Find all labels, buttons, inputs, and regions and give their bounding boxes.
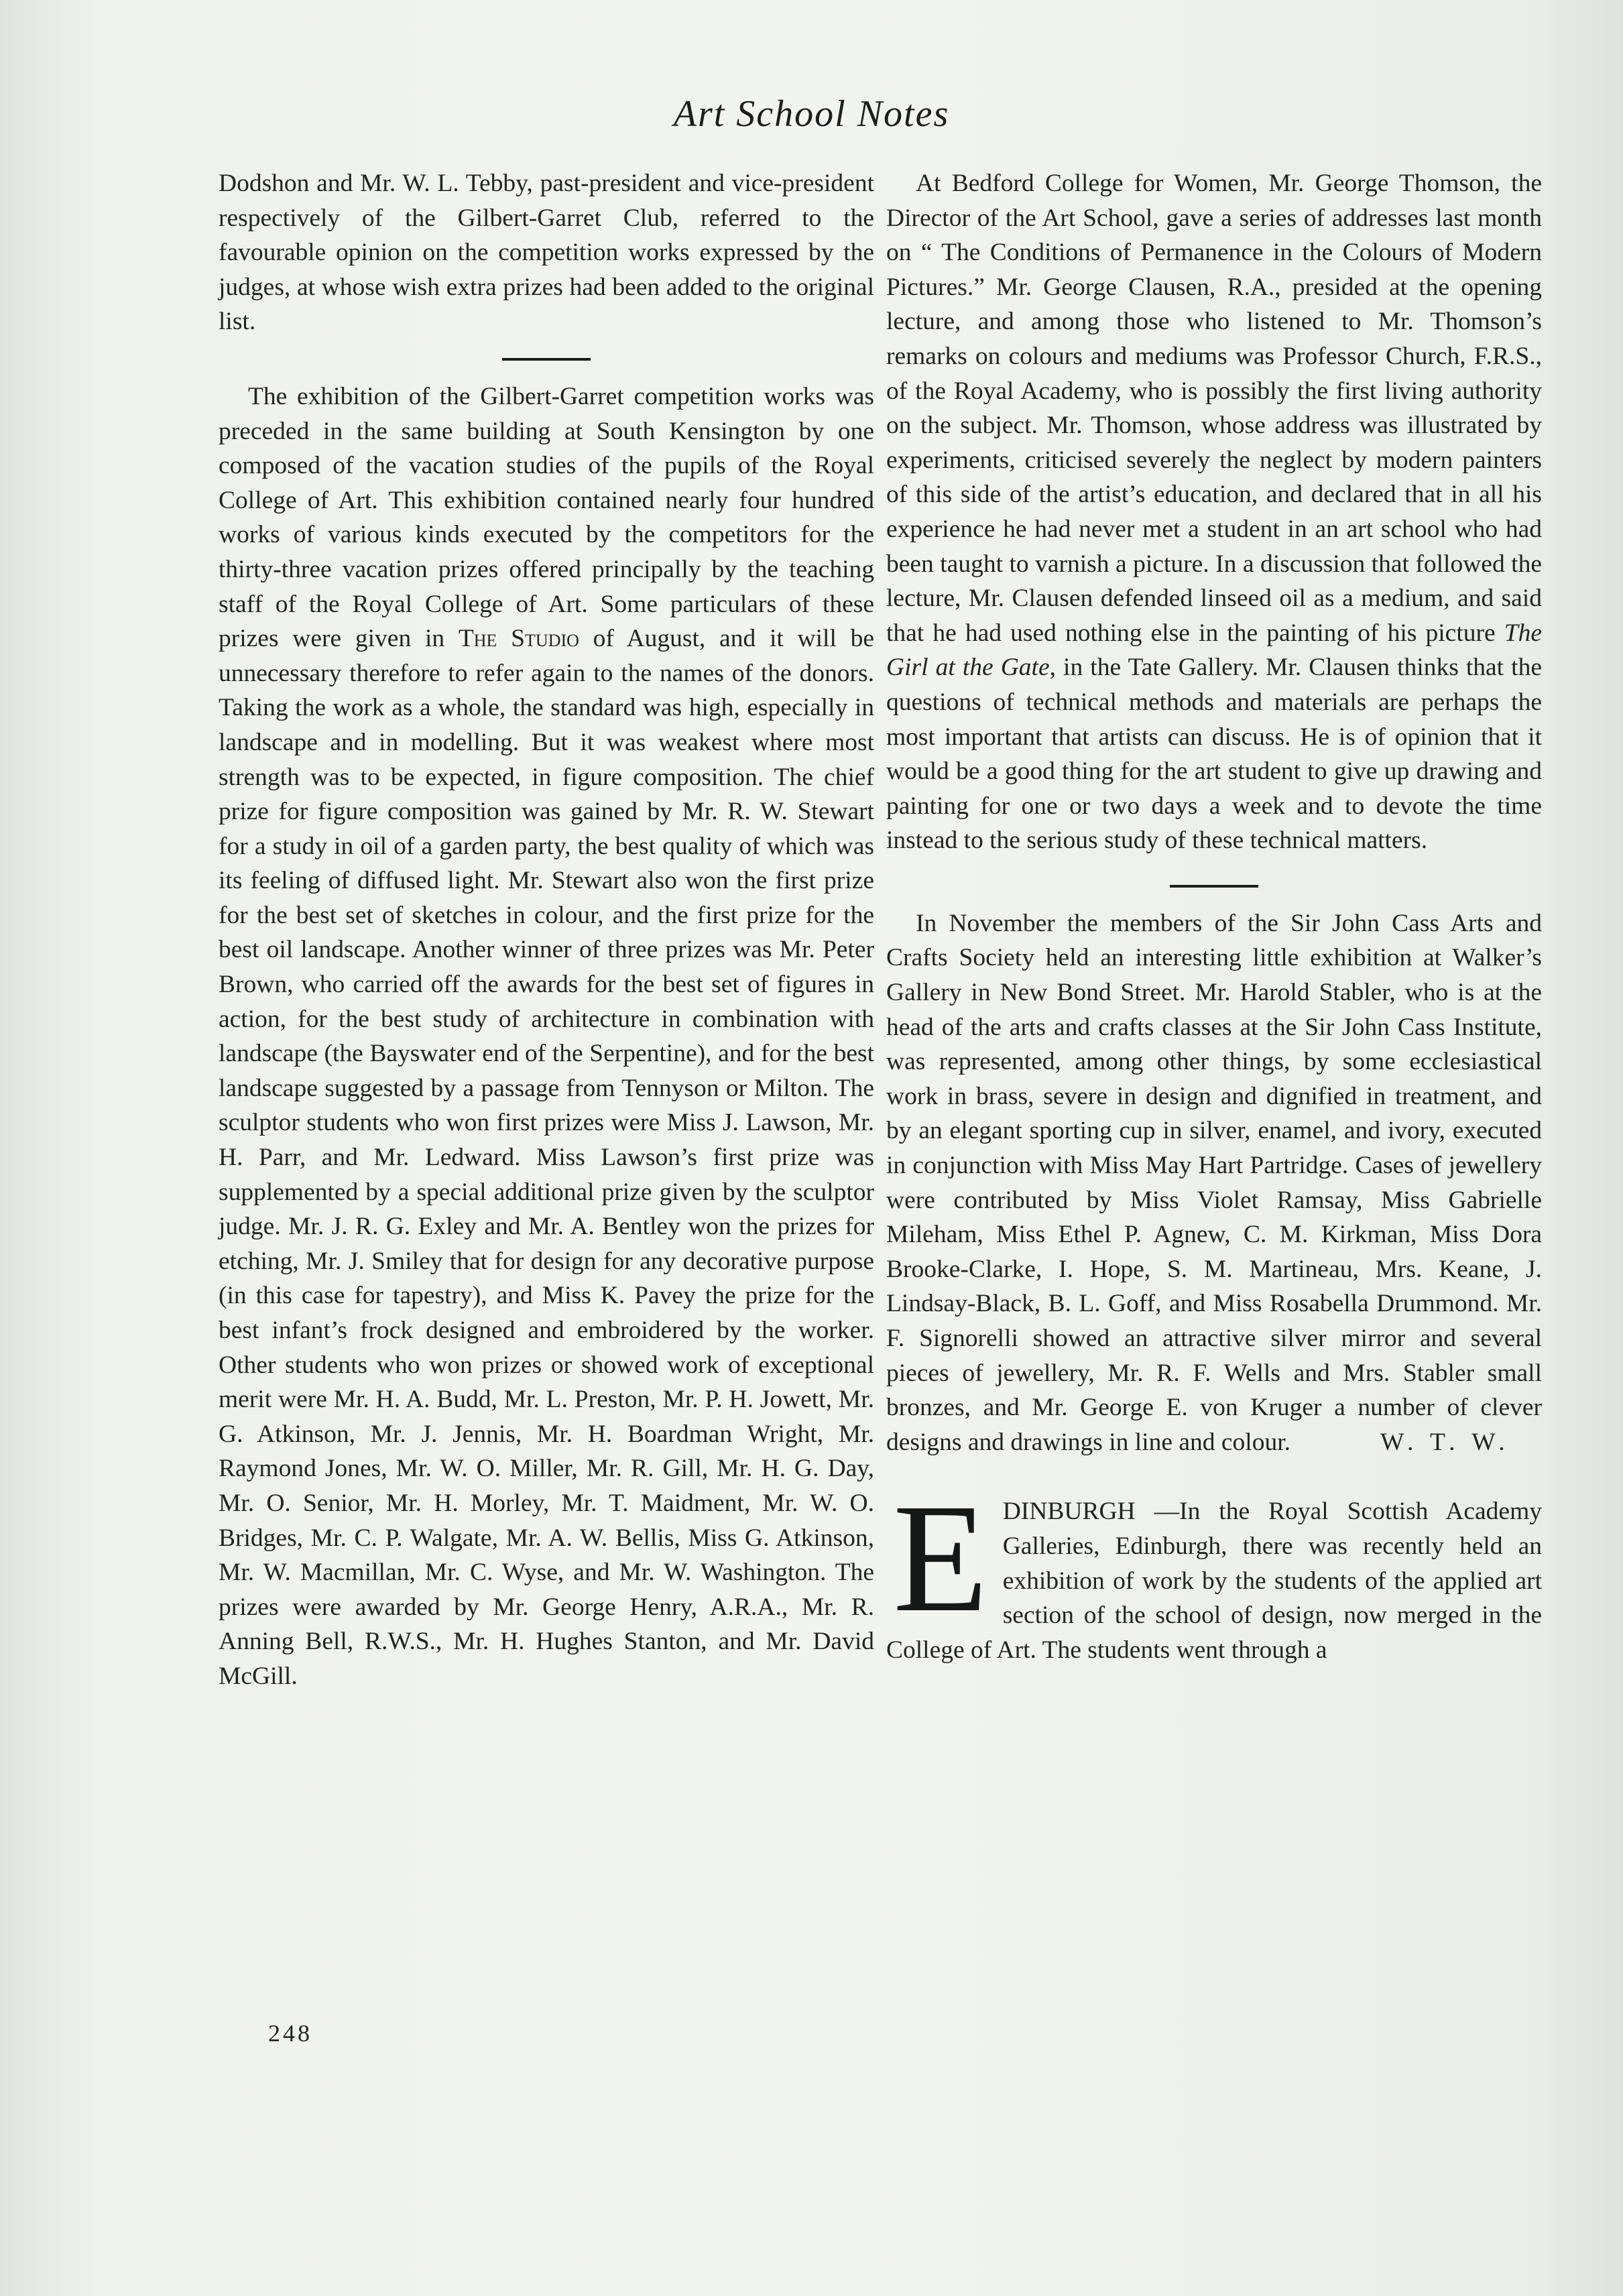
publication-name: The Studio <box>458 625 579 653</box>
paragraph-bedford-college <box>886 166 1542 858</box>
text-segment: In November the members of the Sir John Cass Arts and Crafts Society held an interesting little exhibition at Walker’s Gallery in New Bond Street. Mr. Harold Stabler, who is at the head of the arts and crafts classes at the Sir John Cass Institute, was represented, among other things, by some ecclesiastical work in brass, severe in design and dignified in treatment, and by an elegant sporting cup in silver, enamel, and ivory, executed in conjunction with Miss May Hart Partridge. Cases of jewellery were contributed by Miss Violet Ramsay, Miss Gabrielle Mileham, Miss Ethel P. Agnew, C. M. Kirkman, Miss Dora Brooke-Clarke, I. Hope, S. M. Martineau, Mrs. Keane, J. Lindsay-Black, B. L. Goff, and Miss Rosabella Drummond. Mr. F. Signorelli showed an attractive silver mirror and several pieces of jewellery, Mr. R. F. Wells and Mrs. Stabler small bronzes, and Mr. George E. von Kruger a number of clever designs and drawings in line and colour. <box>886 909 1542 1456</box>
text-segment: , in the Tate Gallery. Mr. Clausen thinks that the questions of technical methods and materials are perhaps the most important that artists can discuss. He is of opinion that it would be a good thing for the art student to give up drawing and painting for one or two days a week and to devote the time instead to the serious study of these technical matters. <box>886 654 1542 855</box>
section-divider <box>1170 885 1258 888</box>
paragraph-john-cass <box>886 906 1542 1460</box>
drop-capital: E <box>893 1472 988 1645</box>
left-column <box>219 166 874 1694</box>
author-signature: W. T. W. <box>1380 1428 1510 1456</box>
paragraph-vacation-studies <box>219 379 874 1694</box>
paragraph-edinburgh <box>886 1472 1542 1667</box>
text-segment: The exhibition of the Gilbert-Garret competition works was preceded in the same building at South Kensington by one composed of the vacation studies of the pupils of the Royal College of Art. This exhibition contained nearly four hundred works of various kinds executed by the competitors for the thirty-three vacation prizes offered principally by the teaching staff of the Royal College of Art. Some particulars of these prizes were given in <box>219 382 874 653</box>
edinburgh-text: DINBURGH —In the Royal Scottish Academy Galleries, Edinburgh, there was recently held an exhibition of work by the students of the applied art section of the school of design, now merged in the College of Art. The students went through a <box>886 1498 1542 1664</box>
painting-title: The Girl at the Gate <box>886 619 1542 682</box>
paragraph-gilbert-garret-club: Dodshon and Mr. W. L. Tebby, past-president and vice-president respectively of the Gilbert-Garret Club, referred to the favourable opinion on the competition works expressed by the judges, at whose wish extra prizes had been added to the original list. <box>219 170 874 336</box>
running-header: Art School Notes <box>673 93 950 135</box>
right-column <box>886 166 1542 1667</box>
text-segment: of August, and it will be unnecessary therefore to refer again to the names of the donors. Taking the work as a whole, the standard was high, especially in landscape and in modelling. But it was weakest where most strength was to be expected, in figure composition. The chief prize for figure composition was gained by Mr. R. W. Stewart for a study in oil of a garden party, the best quality of which was its feeling of diffused light. Mr. Stewart also won the first prize for the best set of sketches in colour, and the first prize for the best oil landscape. Another winner of three prizes was Mr. Peter Brown, who carried off the awards for the best set of figures in action, for the best study of architecture in combination with landscape (the Bayswater end of the Serpentine), and for the best landscape suggested by a passage from Tennyson or Milton. The sculptor students who won first prizes were Miss J. Lawson, Mr. H. Parr, and Mr. Ledward. Miss Lawson’s first prize was supplemented by a special additional prize given by the sculptor judge. Mr. J. R. G. Exley and Mr. A. Bentley won the prizes for etching, Mr. J. Smiley that for design for any decorative purpose (in this case for tapestry), and Miss K. Pavey the prize for the best infant’s frock designed and embroidered by the worker. Other students who won prizes or showed work of exceptional merit were Mr. H. A. Budd, Mr. L. Preston, Mr. P. H. Jowett, Mr. G. Atkinson, Mr. J. Jennis, Mr. H. Boardman Wright, Mr. Raymond Jones, Mr. W. O. Miller, Mr. R. Gill, Mr. H. G. Day, Mr. O. Senior, Mr. H. Morley, Mr. T. Maidment, Mr. W. O. Bridges, Mr. C. P. Walgate, Mr. A. W. Bellis, Miss G. Atkinson, Mr. W. Macmillan, Mr. C. Wyse, and Mr. W. Washington. The prizes were awarded by Mr. George Henry, A.R.A., Mr. R. Anning Bell, R.W.S., Mr. H. Hughes Stanton, and Mr. David McGill. <box>219 625 875 1690</box>
text-segment: At Bedford College for Women, Mr. George Thomson, the Director of the Art School, gave a series of addresses last month on “ The Conditions of Permanence in the Colours of Modern Pictures.” Mr. George Clausen, R.A., presided at the opening lecture, and among those who listened to Mr. Thomson’s remarks on colours and mediums was Professor Church, F.R.S., of the Royal Academy, who is possibly the first living authority on the subject. Mr. Thomson, whose address was illustrated by experiments, criticised severely the neglect by modern painters of this side of the artist’s education, and declared that in all his experience he had never met a student in an art school who had been taught to varnish a picture. In a discussion that followed the lecture, Mr. Clausen defended linseed oil as a medium, and said that he had used nothing else in the painting of his picture <box>886 170 1542 647</box>
section-divider <box>502 358 591 361</box>
page-number: 248 <box>268 2020 312 2047</box>
